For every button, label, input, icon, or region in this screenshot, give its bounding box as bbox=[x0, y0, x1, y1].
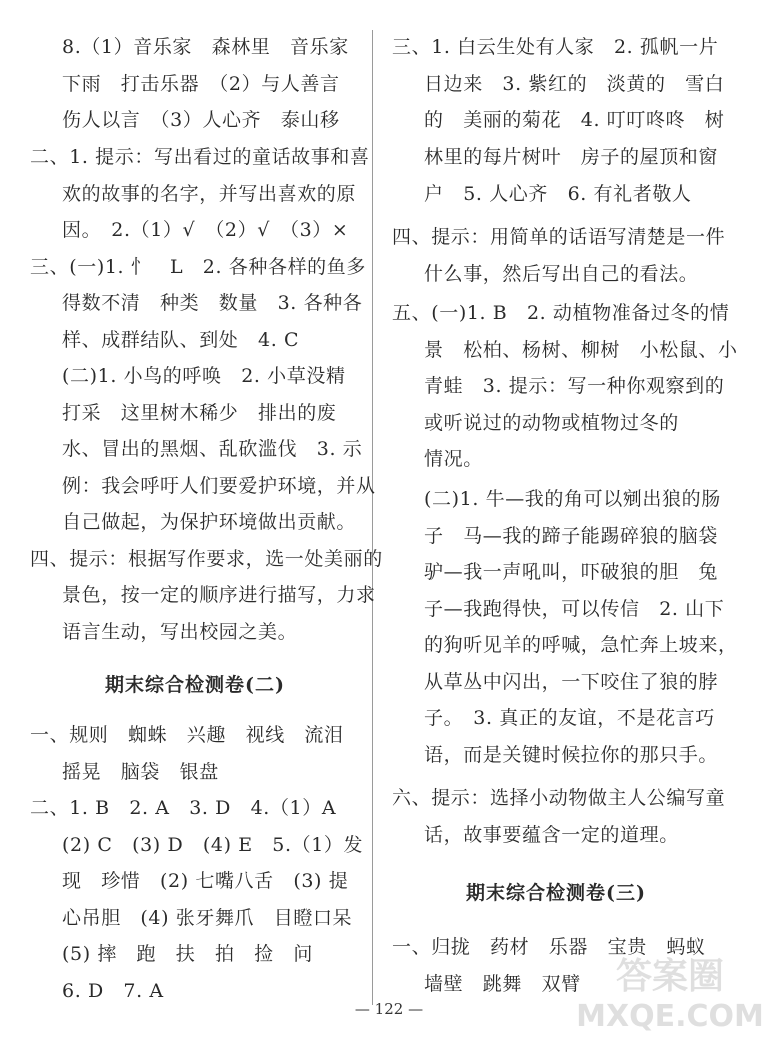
answer-line: 情况。 bbox=[424, 448, 483, 470]
answer-line: 现 珍惜 (2) 七嘴八舌 (3) 提 bbox=[62, 870, 349, 892]
answer-line: 三、(一)1. 忄 L 2. 各种各样的鱼多 bbox=[30, 256, 366, 278]
answer-line: 水、冒出的黑烟、乱砍滥伐 3. 示 bbox=[62, 438, 363, 460]
answer-line: 或听说过的动物或植物过冬的 bbox=[424, 412, 679, 434]
answer-line: 因。 2.（1）√ （2）√ （3）× bbox=[62, 219, 349, 241]
watermark-logo bbox=[570, 946, 770, 1036]
answer-line: 五、(一)1. B 2. 动植物准备过冬的情 bbox=[392, 302, 730, 324]
answer-line: 得数不清 种类 数量 3. 各种各 bbox=[62, 292, 363, 314]
answer-line: 话，故事要蕴含一定的道理。 bbox=[424, 824, 679, 846]
answer-line: 子—我跑得快，可以传信 2. 山下 bbox=[424, 598, 725, 620]
watermark-line2: MXQE.COM bbox=[576, 999, 764, 1034]
section-heading: 期末综合检测卷(三) bbox=[466, 882, 646, 904]
section-heading: 期末综合检测卷(二) bbox=[105, 674, 285, 696]
answer-line: 6. D 7. A bbox=[62, 980, 164, 1002]
answer-line: 户 5. 人心齐 6. 有礼者敬人 bbox=[424, 183, 692, 205]
answer-line: (5) 摔 跑 扶 拍 捡 问 bbox=[62, 943, 313, 965]
answer-line: 打采 这里树木稀少 排出的废 bbox=[62, 402, 337, 424]
answer-line: 心吊胆 (4) 张牙舞爪 目瞪口呆 bbox=[62, 907, 353, 929]
answer-line: 墙壁 跳舞 双臂 bbox=[424, 973, 581, 995]
answer-line: 样、成群结队、到处 4. C bbox=[62, 329, 300, 351]
answer-line: 六、提示：选择小动物做主人公编写童 bbox=[392, 787, 726, 809]
answer-line: 景 松柏、杨树、柳树 小松鼠、小 bbox=[424, 339, 738, 361]
answer-line: 的 美丽的菊花 4. 叮叮咚咚 树 bbox=[424, 109, 725, 131]
answer-line: 景色，按一定的顺序进行描写，力求 bbox=[62, 584, 376, 606]
answer-line: 子 马—我的蹄子能踢碎狼的脑袋 bbox=[424, 525, 719, 547]
answer-line: 一、归拢 药材 乐器 宝贵 蚂蚁 bbox=[392, 936, 706, 958]
answer-line: 林里的每片树叶 房子的屋顶和窗 bbox=[424, 146, 719, 168]
answer-line: 8.（1）音乐家 森林里 音乐家 bbox=[62, 36, 349, 58]
answer-line: 一、规则 蜘蛛 兴趣 视线 流泪 bbox=[30, 724, 344, 746]
answer-line: 下雨 打击乐器 （2）与人善言 bbox=[62, 73, 340, 95]
answer-line: 语，而是关键时候拉你的那只手。 bbox=[424, 744, 719, 766]
answer-line: 二、1. B 2. A 3. D 4.（1）A bbox=[30, 797, 337, 819]
answer-line: (2) C (3) D (4) E 5.（1）发 bbox=[62, 834, 364, 856]
answer-line: 语言生动，写出校园之美。 bbox=[62, 621, 298, 643]
answer-line: 伤人以言 （3）人心齐 泰山移 bbox=[62, 109, 340, 131]
answer-line: (二)1. 小鸟的呼唤 2. 小草没精 bbox=[62, 365, 346, 387]
answer-line: 从草丛中闪出，一下咬住了狼的脖 bbox=[424, 671, 719, 693]
watermark-line1: 答案圈 bbox=[615, 956, 725, 997]
answer-line: 青蛙 3. 提示：写一种你观察到的 bbox=[424, 375, 725, 397]
answer-line: 的狗听见羊的呼喊，急忙奔上坡来， bbox=[424, 634, 738, 656]
answer-line: 四、提示：用简单的话语写清楚是一件 bbox=[392, 226, 726, 248]
page-number: — 122 — bbox=[354, 1000, 424, 1018]
answer-line: 欢的故事的名字，并写出喜欢的原 bbox=[62, 183, 357, 205]
answer-line: 例：我会呼吁人们要爱护环境，并从 bbox=[62, 475, 376, 497]
answer-line: 什么事，然后写出自己的看法。 bbox=[424, 263, 699, 285]
answer-line: 子。 3. 真正的友谊，不是花言巧 bbox=[424, 707, 715, 729]
answer-line: 四、提示：根据写作要求，选一处美丽的 bbox=[30, 548, 383, 570]
answer-line: 驴—我一声吼叫，吓破狼的胆 兔 bbox=[424, 561, 719, 583]
answer-line: 日边来 3. 紫红的 淡黄的 雪白 bbox=[424, 73, 725, 95]
answer-line: 自己做起，为保护环境做出贡献。 bbox=[62, 511, 357, 533]
answer-line: 三、1. 白云生处有人家 2. 孤帆一片 bbox=[392, 36, 719, 58]
answer-line: 二、1. 提示：写出看过的童话故事和喜 bbox=[30, 146, 370, 168]
column-divider bbox=[372, 30, 373, 1005]
answer-line: (二)1. 牛—我的角可以剜出狼的肠 bbox=[424, 488, 721, 510]
answer-line: 摇晃 脑袋 银盘 bbox=[62, 761, 219, 783]
